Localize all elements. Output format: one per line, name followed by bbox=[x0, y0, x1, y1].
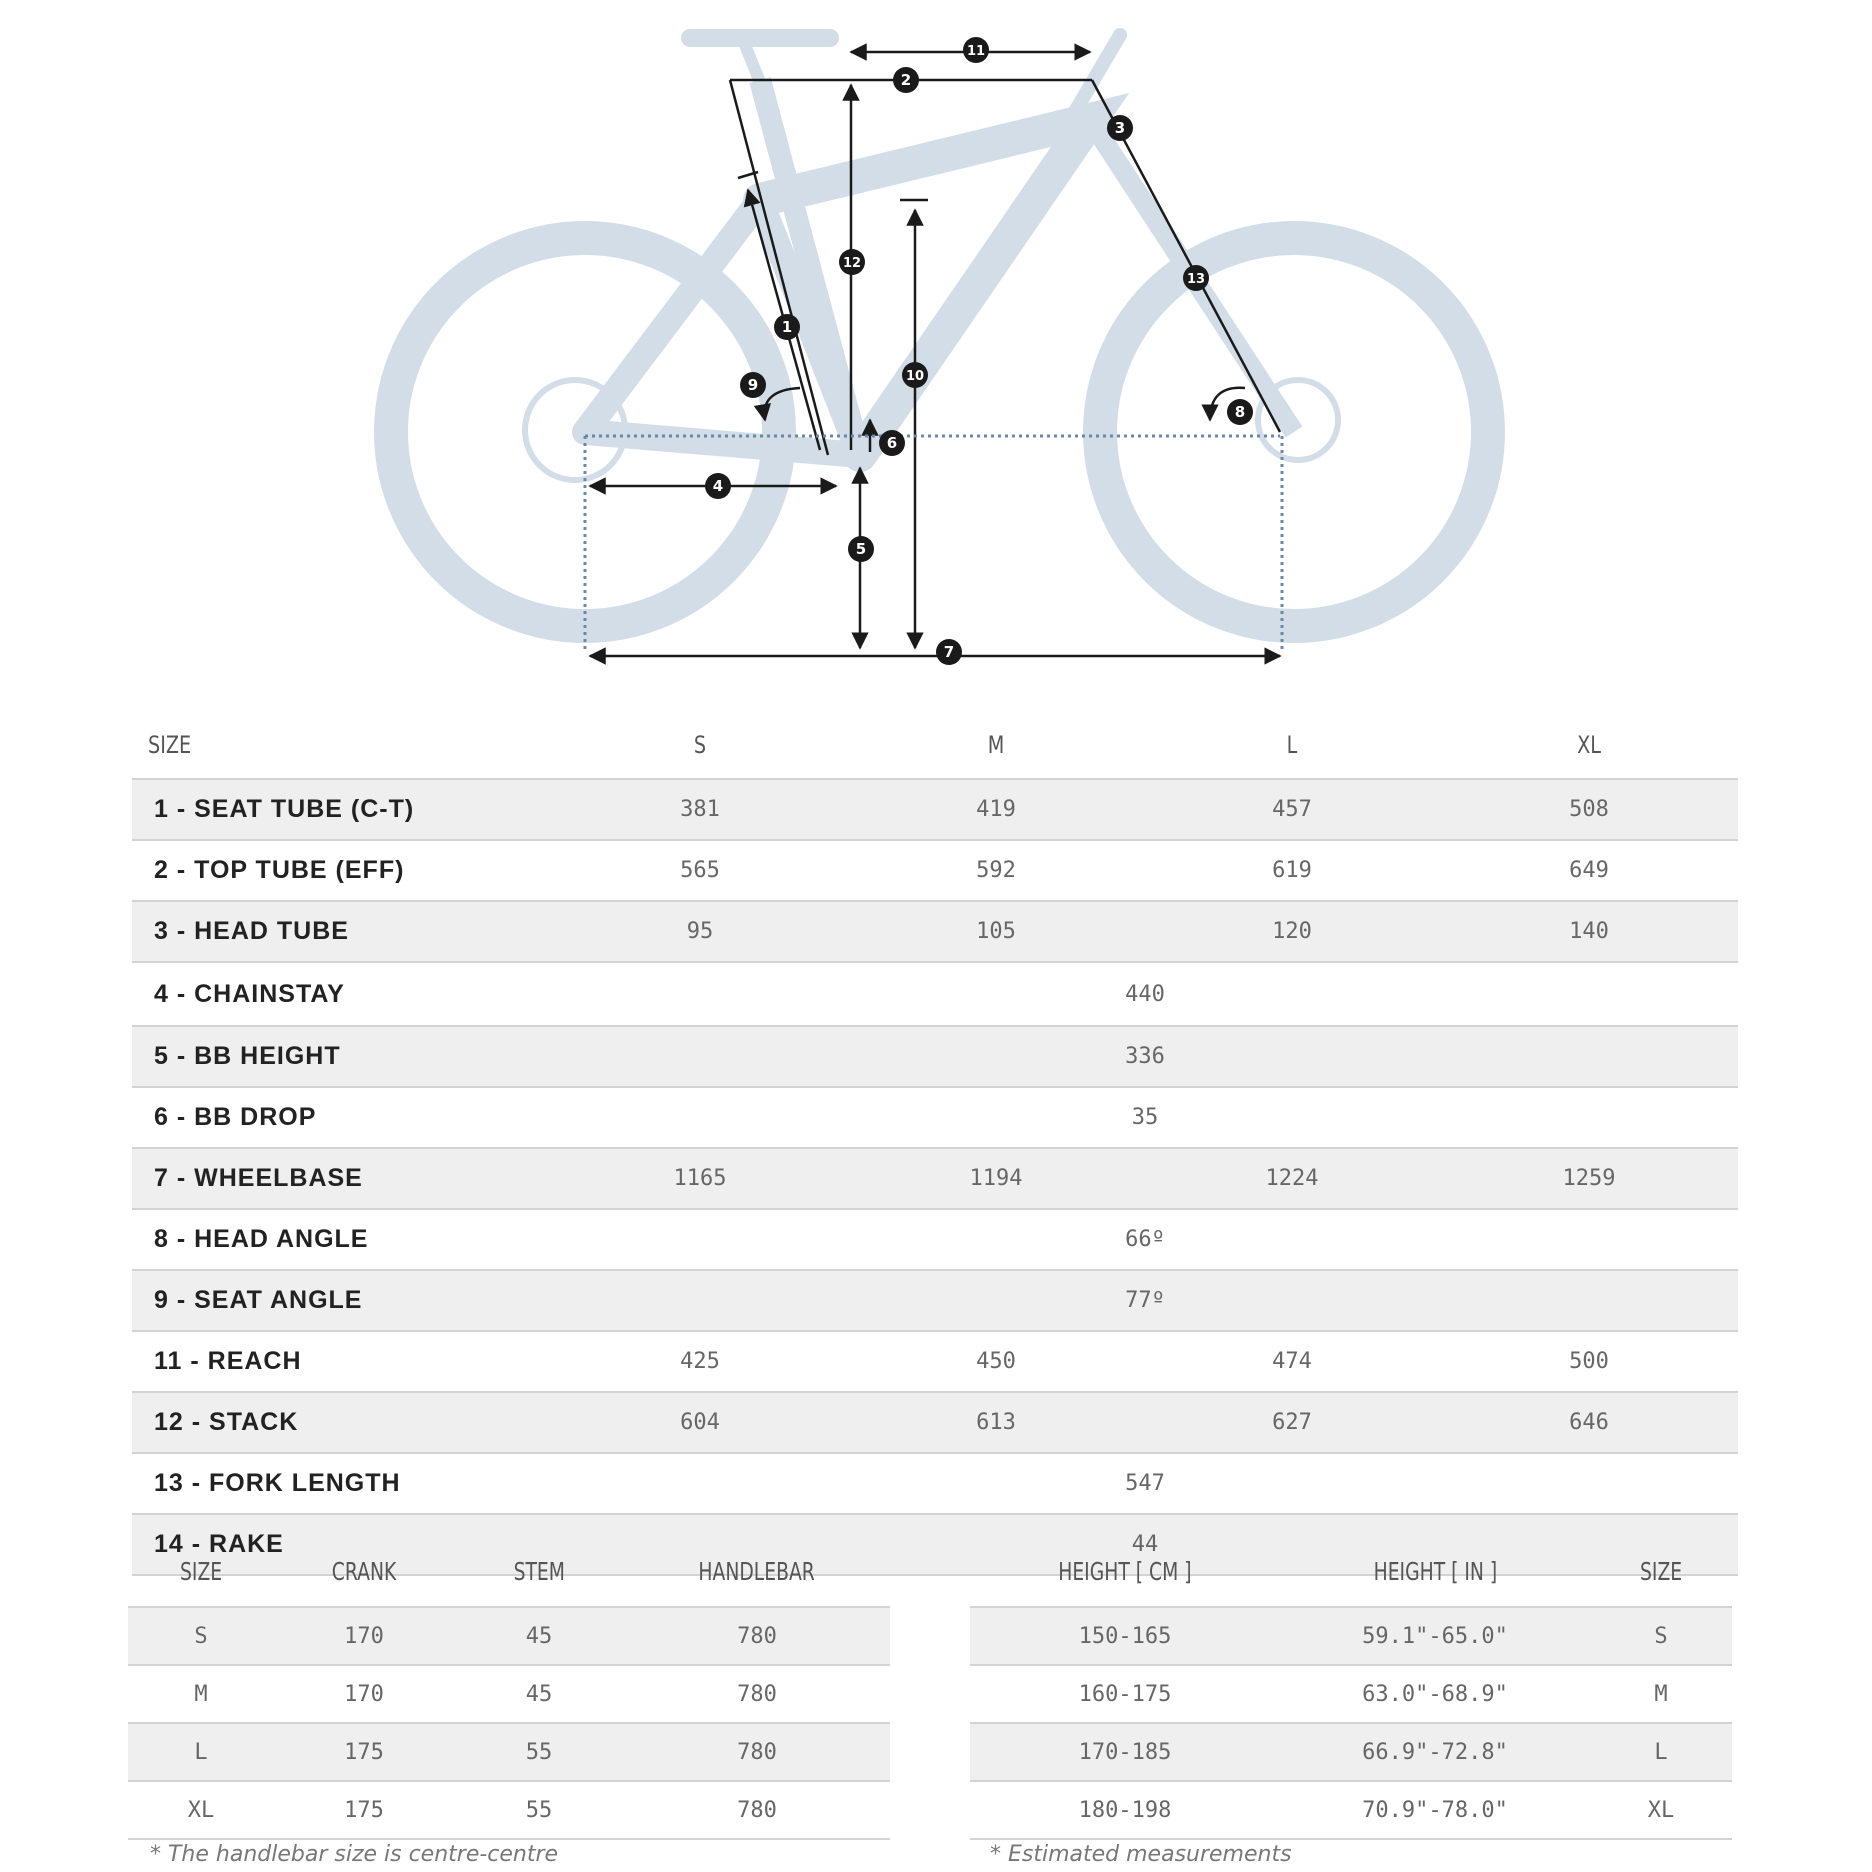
svg-text:5: 5 bbox=[855, 540, 867, 558]
cell-value: 780 bbox=[624, 1607, 890, 1665]
size-s-header: S bbox=[693, 731, 707, 759]
cell-value: 66.9"-72.8" bbox=[1280, 1723, 1590, 1781]
cell-value: 170 bbox=[274, 1607, 454, 1665]
cell-value: 180-198 bbox=[970, 1781, 1280, 1839]
row-label: 6 - BB DROP bbox=[132, 1087, 552, 1148]
cell-value: 55 bbox=[454, 1781, 624, 1839]
svg-text:7: 7 bbox=[943, 643, 955, 661]
cell-value: 457 bbox=[1144, 779, 1440, 840]
cell-value: 170-185 bbox=[970, 1723, 1280, 1781]
svg-text:2: 2 bbox=[900, 71, 912, 89]
table-row bbox=[132, 779, 1738, 840]
cell-value: 500 bbox=[1440, 1331, 1738, 1392]
table-row bbox=[132, 1148, 1738, 1209]
row-label: 8 - HEAD ANGLE bbox=[132, 1209, 552, 1270]
size-l-header: L bbox=[1286, 731, 1298, 759]
cell-value: 35 bbox=[552, 1087, 1738, 1148]
size-header: SIZE bbox=[179, 1556, 223, 1586]
table-row bbox=[970, 1781, 1732, 1839]
geometry-table bbox=[132, 712, 1738, 1576]
cell-value: 59.1"-65.0" bbox=[1280, 1607, 1590, 1665]
cell-value: 508 bbox=[1440, 779, 1738, 840]
row-label: 9 - SEAT ANGLE bbox=[132, 1270, 552, 1331]
cell-value: 565 bbox=[552, 840, 848, 901]
row-label: 2 - TOP TUBE (EFF) bbox=[132, 840, 552, 901]
cell-value: 77º bbox=[552, 1270, 1738, 1331]
svg-text:13: 13 bbox=[1186, 272, 1206, 287]
table-row bbox=[970, 1607, 1732, 1665]
table-row bbox=[132, 1331, 1738, 1392]
svg-text:8: 8 bbox=[1234, 403, 1246, 421]
svg-text:12: 12 bbox=[842, 256, 862, 271]
row-label: 14 - RAKE bbox=[132, 1514, 552, 1575]
bike-silhouette bbox=[391, 35, 1488, 626]
table-row bbox=[970, 1723, 1732, 1781]
svg-text:4: 4 bbox=[712, 477, 724, 495]
cell-value: 474 bbox=[1144, 1331, 1440, 1392]
cell-value: 450 bbox=[848, 1331, 1144, 1392]
cell-value: 45 bbox=[454, 1607, 624, 1665]
size-header: SIZE bbox=[1639, 1556, 1683, 1586]
cell-value: 175 bbox=[274, 1723, 454, 1781]
cell-value: 425 bbox=[552, 1331, 848, 1392]
cell-value: 1224 bbox=[1144, 1148, 1440, 1209]
cell-value: 419 bbox=[848, 779, 1144, 840]
table-row bbox=[128, 1607, 890, 1665]
marker-11 bbox=[963, 37, 989, 63]
components-header-row bbox=[128, 1536, 890, 1607]
cell-value: 592 bbox=[848, 840, 1144, 901]
cell-value: 381 bbox=[552, 779, 848, 840]
table-row bbox=[132, 840, 1738, 901]
height-in-header: HEIGHT [ IN ] bbox=[1373, 1556, 1497, 1586]
rider-fit-table bbox=[970, 1536, 1732, 1840]
table-row bbox=[132, 1087, 1738, 1148]
cell-value: 150-165 bbox=[970, 1607, 1280, 1665]
row-label: 4 - CHAINSTAY bbox=[132, 962, 552, 1026]
row-label: 11 - REACH bbox=[132, 1331, 552, 1392]
marker-7 bbox=[936, 639, 962, 665]
rider-fit-header-row bbox=[970, 1536, 1732, 1607]
cell-value: 613 bbox=[848, 1392, 1144, 1453]
height-cm-header: HEIGHT [ CM ] bbox=[1058, 1556, 1192, 1586]
marker-8 bbox=[1227, 399, 1253, 425]
svg-text:10: 10 bbox=[905, 369, 925, 384]
table-row bbox=[132, 1392, 1738, 1453]
cell-value: XL bbox=[128, 1781, 274, 1839]
cell-value: 95 bbox=[552, 901, 848, 962]
reference-dotted-lines bbox=[585, 436, 1282, 650]
table-row bbox=[970, 1665, 1732, 1723]
svg-text:3: 3 bbox=[1114, 119, 1126, 137]
svg-text:6: 6 bbox=[886, 434, 898, 452]
table-row bbox=[128, 1781, 890, 1839]
size-header: SIZE bbox=[148, 731, 192, 759]
marker-12 bbox=[839, 249, 865, 275]
handlebar-footnote: * The handlebar size is centre-centre bbox=[150, 1842, 559, 1867]
cell-value: 649 bbox=[1440, 840, 1738, 901]
table-row bbox=[132, 1209, 1738, 1270]
cell-value: 780 bbox=[624, 1723, 890, 1781]
table-row bbox=[132, 1026, 1738, 1087]
cell-value: L bbox=[1590, 1723, 1732, 1781]
row-label: 5 - BB HEIGHT bbox=[132, 1026, 552, 1087]
cell-value: 1194 bbox=[848, 1148, 1144, 1209]
cell-value: S bbox=[128, 1607, 274, 1665]
cell-value: 120 bbox=[1144, 901, 1440, 962]
svg-text:1: 1 bbox=[781, 318, 793, 336]
cell-value: 44 bbox=[552, 1514, 1738, 1575]
cell-value: 105 bbox=[848, 901, 1144, 962]
cell-value: S bbox=[1590, 1607, 1732, 1665]
table-row bbox=[132, 1453, 1738, 1514]
cell-value: 780 bbox=[624, 1665, 890, 1723]
stem-header: STEM bbox=[513, 1556, 565, 1586]
table-row bbox=[128, 1665, 890, 1723]
components-table bbox=[128, 1536, 890, 1840]
row-label: 1 - SEAT TUBE (C-T) bbox=[132, 779, 552, 840]
size-xl-header: XL bbox=[1577, 731, 1601, 759]
cell-value: 55 bbox=[454, 1723, 624, 1781]
cell-value: 646 bbox=[1440, 1392, 1738, 1453]
crank-header: CRANK bbox=[331, 1556, 397, 1586]
row-label: 12 - STACK bbox=[132, 1392, 552, 1453]
cell-value: 1259 bbox=[1440, 1148, 1738, 1209]
marker-3 bbox=[1107, 115, 1133, 141]
cell-value: 336 bbox=[552, 1026, 1738, 1087]
marker-9 bbox=[740, 372, 766, 398]
cell-value: M bbox=[128, 1665, 274, 1723]
table-row bbox=[132, 901, 1738, 962]
geometry-header-row bbox=[132, 712, 1738, 779]
marker-1 bbox=[774, 314, 800, 340]
cell-value: 619 bbox=[1144, 840, 1440, 901]
size-m-header: M bbox=[987, 731, 1005, 759]
table-row bbox=[132, 1270, 1738, 1331]
table-row bbox=[128, 1723, 890, 1781]
cell-value: 140 bbox=[1440, 901, 1738, 962]
cell-value: 175 bbox=[274, 1781, 454, 1839]
marker-5 bbox=[848, 536, 874, 562]
bike-geometry-diagram bbox=[0, 0, 1872, 700]
cell-value: 63.0"-68.9" bbox=[1280, 1665, 1590, 1723]
row-label: 13 - FORK LENGTH bbox=[132, 1453, 552, 1514]
marker-10 bbox=[902, 362, 928, 388]
cell-value: 160-175 bbox=[970, 1665, 1280, 1723]
cell-value: 604 bbox=[552, 1392, 848, 1453]
table-row bbox=[132, 962, 1738, 1026]
estimate-footnote: * Estimated measurements bbox=[990, 1842, 1292, 1867]
cell-value: 66º bbox=[552, 1209, 1738, 1270]
cell-value: L bbox=[128, 1723, 274, 1781]
marker-2 bbox=[893, 67, 919, 93]
cell-value: 547 bbox=[552, 1453, 1738, 1514]
row-label: 3 - HEAD TUBE bbox=[132, 901, 552, 962]
svg-text:9: 9 bbox=[747, 376, 759, 394]
marker-4 bbox=[705, 473, 731, 499]
cell-value: XL bbox=[1590, 1781, 1732, 1839]
cell-value: 627 bbox=[1144, 1392, 1440, 1453]
handlebar-header: HANDLEBAR bbox=[698, 1556, 816, 1586]
cell-value: 170 bbox=[274, 1665, 454, 1723]
cell-value: 45 bbox=[454, 1665, 624, 1723]
marker-6 bbox=[879, 430, 905, 456]
cell-value: M bbox=[1590, 1665, 1732, 1723]
cell-value: 70.9"-78.0" bbox=[1280, 1781, 1590, 1839]
row-label: 7 - WHEELBASE bbox=[132, 1148, 552, 1209]
svg-text:11: 11 bbox=[966, 44, 986, 59]
cell-value: 440 bbox=[552, 962, 1738, 1026]
cell-value: 780 bbox=[624, 1781, 890, 1839]
marker-13 bbox=[1183, 265, 1209, 291]
cell-value: 1165 bbox=[552, 1148, 848, 1209]
